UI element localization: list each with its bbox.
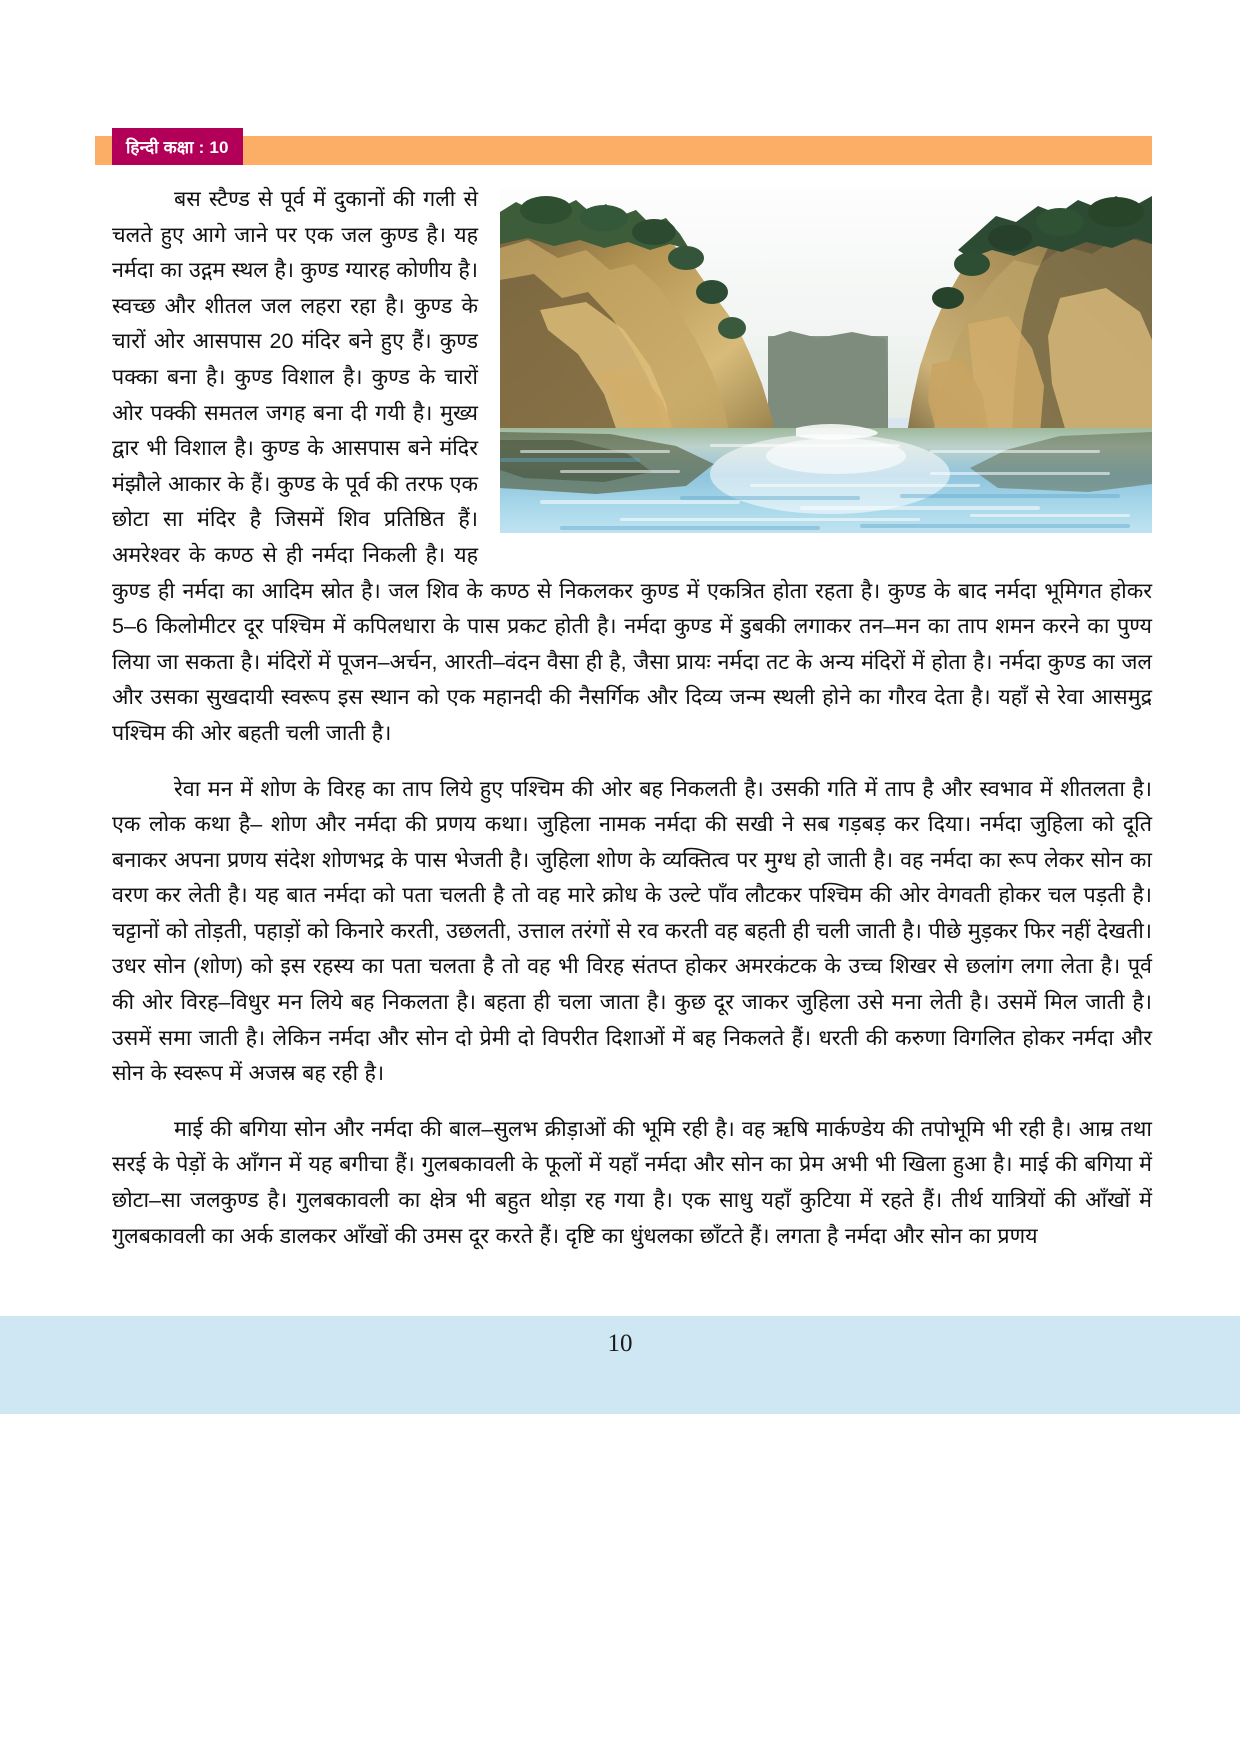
gorge-illustration [500, 188, 1152, 533]
paragraph-narmada-kund: बस स्टैण्ड से पूर्व में दुकानों की गली से चलते हुए आगे जाने पर एक जल कुण्ड है। यह नर्मदा का उद्गम स्थल है। कुण्ड ग्यारह कोणीय है। स्वच्छ और शीतल जल लहरा रहा है। कुण्ड के चारों ओर आसपास 20 मंदिर बने हुए हैं। कुण्ड पक्का बना है। कुण्ड विशाल है। कुण्ड के चारों ओर पक्की समतल जगह बना दी गयी है। मुख्य द्वार भी विशाल है। कुण्ड के आसपास बने मंदिर मंझौले आकार के हैं। कुण्ड के पूर्व की तरफ एक छोटा सा मंदिर है जिसमें शिव प्रतिष्ठित हैं। अमरेश्वर के कण्ठ से ही नर्मदा निकली है। यह कुण्ड ही नर्मदा का आदिम स्रोत है। जल शिव के कण्ठ से निकलकर कुण्ड में एकत्रित होता रहता है। कुण्ड के बाद नर्मदा भूमिगत होकर 5–6 किलोमीटर दूर पश्चिम में कपिलधारा के पास प्रकट होती है। नर्मदा कुण्ड में डुबकी लगाकर तन–मन का ताप शमन करने का पुण्य लिया जा सकता है। मंदिरों में पूजन–अर्चन, आरती–वंदन वैसा ही है, जैसा प्रायः नर्मदा तट के अन्य मंदिरों में होता है। नर्मदा कुण्ड का जल और उसका सुखदायी स्वरूप इस स्थान को एक महानदी की नैसर्गिक और दिव्य जन्म स्थली होने का गौरव देता है। यहाँ से रेवा आसमुद्र पश्चिम की ओर बहती चली जाती है। [112, 187, 1152, 745]
narmada-kund-gorge-photo [500, 188, 1152, 533]
paragraph-mai-ki-bagiya: माई की बगिया सोन और नर्मदा की बाल–सुलभ क्रीड़ाओं की भूमि रही है। वह ऋषि मार्कण्डेय की तपोभूमि भी रही है। आम्र तथा सरई के पेड़ों के आँगन में यह बगीचा हैं। गुलबकावली के फूलों में यहाँ नर्मदा और सोन का प्रेम अभी भी खिला हुआ है। माई की बगिया में छोटा–सा जलकुण्ड है। गुलबकावली का क्षेत्र भी बहुत थोड़ा रह गया है। एक साधु यहाँ कुटिया में रहते हैं। तीर्थ यात्रियों की आँखों में गुलबकावली का अर्क डालकर आँखों की उमस दूर करते हैं। दृष्टि का धुंधलका छाँटते हैं। लगता है नर्मदा और सोन का प्रणय [112, 1116, 1152, 1248]
paragraph-reva-shon-legend: रेवा मन में शोण के विरह का ताप लिये हुए पश्चिम की ओर बह निकलती है। उसकी गति में ताप है और स्वभाव में शीतलता है। एक लोक कथा है– शोण और नर्मदा की प्रणय कथा। जुहिला नामक नर्मदा की सखी ने सब गड़बड़ कर दिया। नर्मदा जुहिला को दूति बनाकर अपना प्रणय संदेश शोणभद्र के पास भेजती है। जुहिला शोण के व्यक्तित्व पर मुग्ध हो जाती है। वह नर्मदा का रूप लेकर सोन का वरण कर लेती है। यह बात नर्मदा को पता चलती है तो वह मारे क्रोध के उल्टे पाँव लौटकर पश्चिम की ओर वेगवती होकर चल पड़ती है। चट्टानों को तोड़ती, पहाड़ों को किनारे करती, उछलती, उत्ताल तरंगों से रव करती वह बहती ही चली जाती है। पीछे मुड़कर फिर नहीं देखती। उधर सोन (शोण) को इस रहस्य का पता चलता है तो वह भी विरह संतप्त होकर अमरकंटक के उच्च शिखर से छलांग लगा लेता है। पूर्व की ओर विरह–विधुर मन लिये बह निकलता है। बहता ही चला जाता है। कुछ दूर जाकर जुहिला उसे मना लेती है। उसमें मिल जाती है। उसमें समा जाती है। लेकिन नर्मदा और सोन दो प्रेमी दो विपरीत दिशाओं में बह निकलते हैं। धरती की करुणा विगलित होकर नर्मदा और सोन के स्वरूप में अजस्र बह रही है। [112, 776, 1152, 1086]
article-body [112, 182, 1152, 1254]
header-band [95, 136, 1152, 165]
chapter-label-chip: हिन्दी कक्षा : 10 [112, 128, 243, 165]
page-number: 10 [607, 1330, 633, 1357]
